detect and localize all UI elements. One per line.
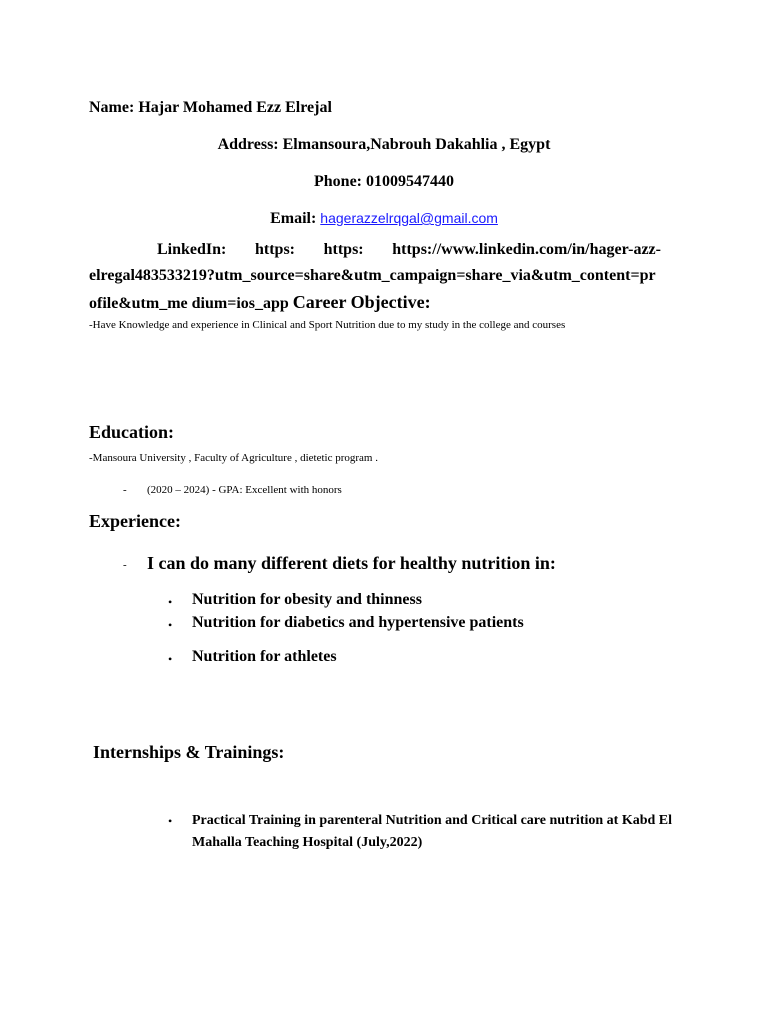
email-label: Email: [270, 210, 317, 227]
education-heading: Education: [89, 422, 175, 442]
applicant-name: Name: Hajar Mohamed Ezz Elrejal [89, 99, 332, 116]
linkedin-url-continuation [89, 263, 661, 317]
education-bullet: - [123, 484, 127, 496]
experience-item: Nutrition for athletes [192, 648, 337, 665]
experience-bullet: - [123, 559, 127, 571]
linkedin-https-1: https: [254, 241, 295, 258]
bullet-icon: • [168, 595, 173, 609]
education-text: -Mansoura University , Faculty of Agriculture , dietetic program . [89, 452, 378, 464]
experience-item: Nutrition for diabetics and hypertensive patients [192, 614, 524, 631]
experience-intro: I can do many different diets for healthy nutrition in: [147, 553, 556, 573]
bullet-icon: • [168, 652, 173, 666]
career-objective-text: -Have Knowledge and experience in Clinical and Sport Nutrition due to my study in the college and courses [89, 319, 566, 331]
career-objective-heading: Career Objective: [292, 292, 431, 312]
linkedin-block [89, 237, 661, 317]
internships-heading: Internships & Trainings: [93, 742, 285, 762]
linkedin-https-2: https: [323, 241, 364, 258]
experience-heading: Experience: [89, 511, 181, 531]
email-line [0, 210, 768, 228]
phone: Phone: 01009547440 [314, 173, 454, 190]
address: Address: Elmansoura,Nabrouh Dakahlia , Egypt [217, 136, 551, 153]
linkedin-url-rest[interactable]: elregal483533219?utm_source=share&utm_campaign=share_via&utm_content=profile&utm_me dium=ios_app [89, 267, 656, 312]
bullet-icon: • [168, 618, 173, 632]
linkedin-row [89, 237, 661, 263]
experience-item: Nutrition for obesity and thinness [192, 591, 422, 608]
education-detail: (2020 – 2024) - GPA: Excellent with honors [147, 484, 342, 496]
email-link[interactable]: hagerazzelrqgal@gmail.com [320, 210, 498, 226]
linkedin-label: LinkedIn: [157, 241, 227, 258]
linkedin-url-start[interactable]: https://www.linkedin.com/in/hager-azz- [392, 241, 661, 258]
bullet-icon: • [168, 814, 173, 828]
internship-item: Practical Training in parenteral Nutrition and Critical care nutrition at Kabd El Mahalla Teaching Hospital (July,2022) [192, 813, 673, 850]
